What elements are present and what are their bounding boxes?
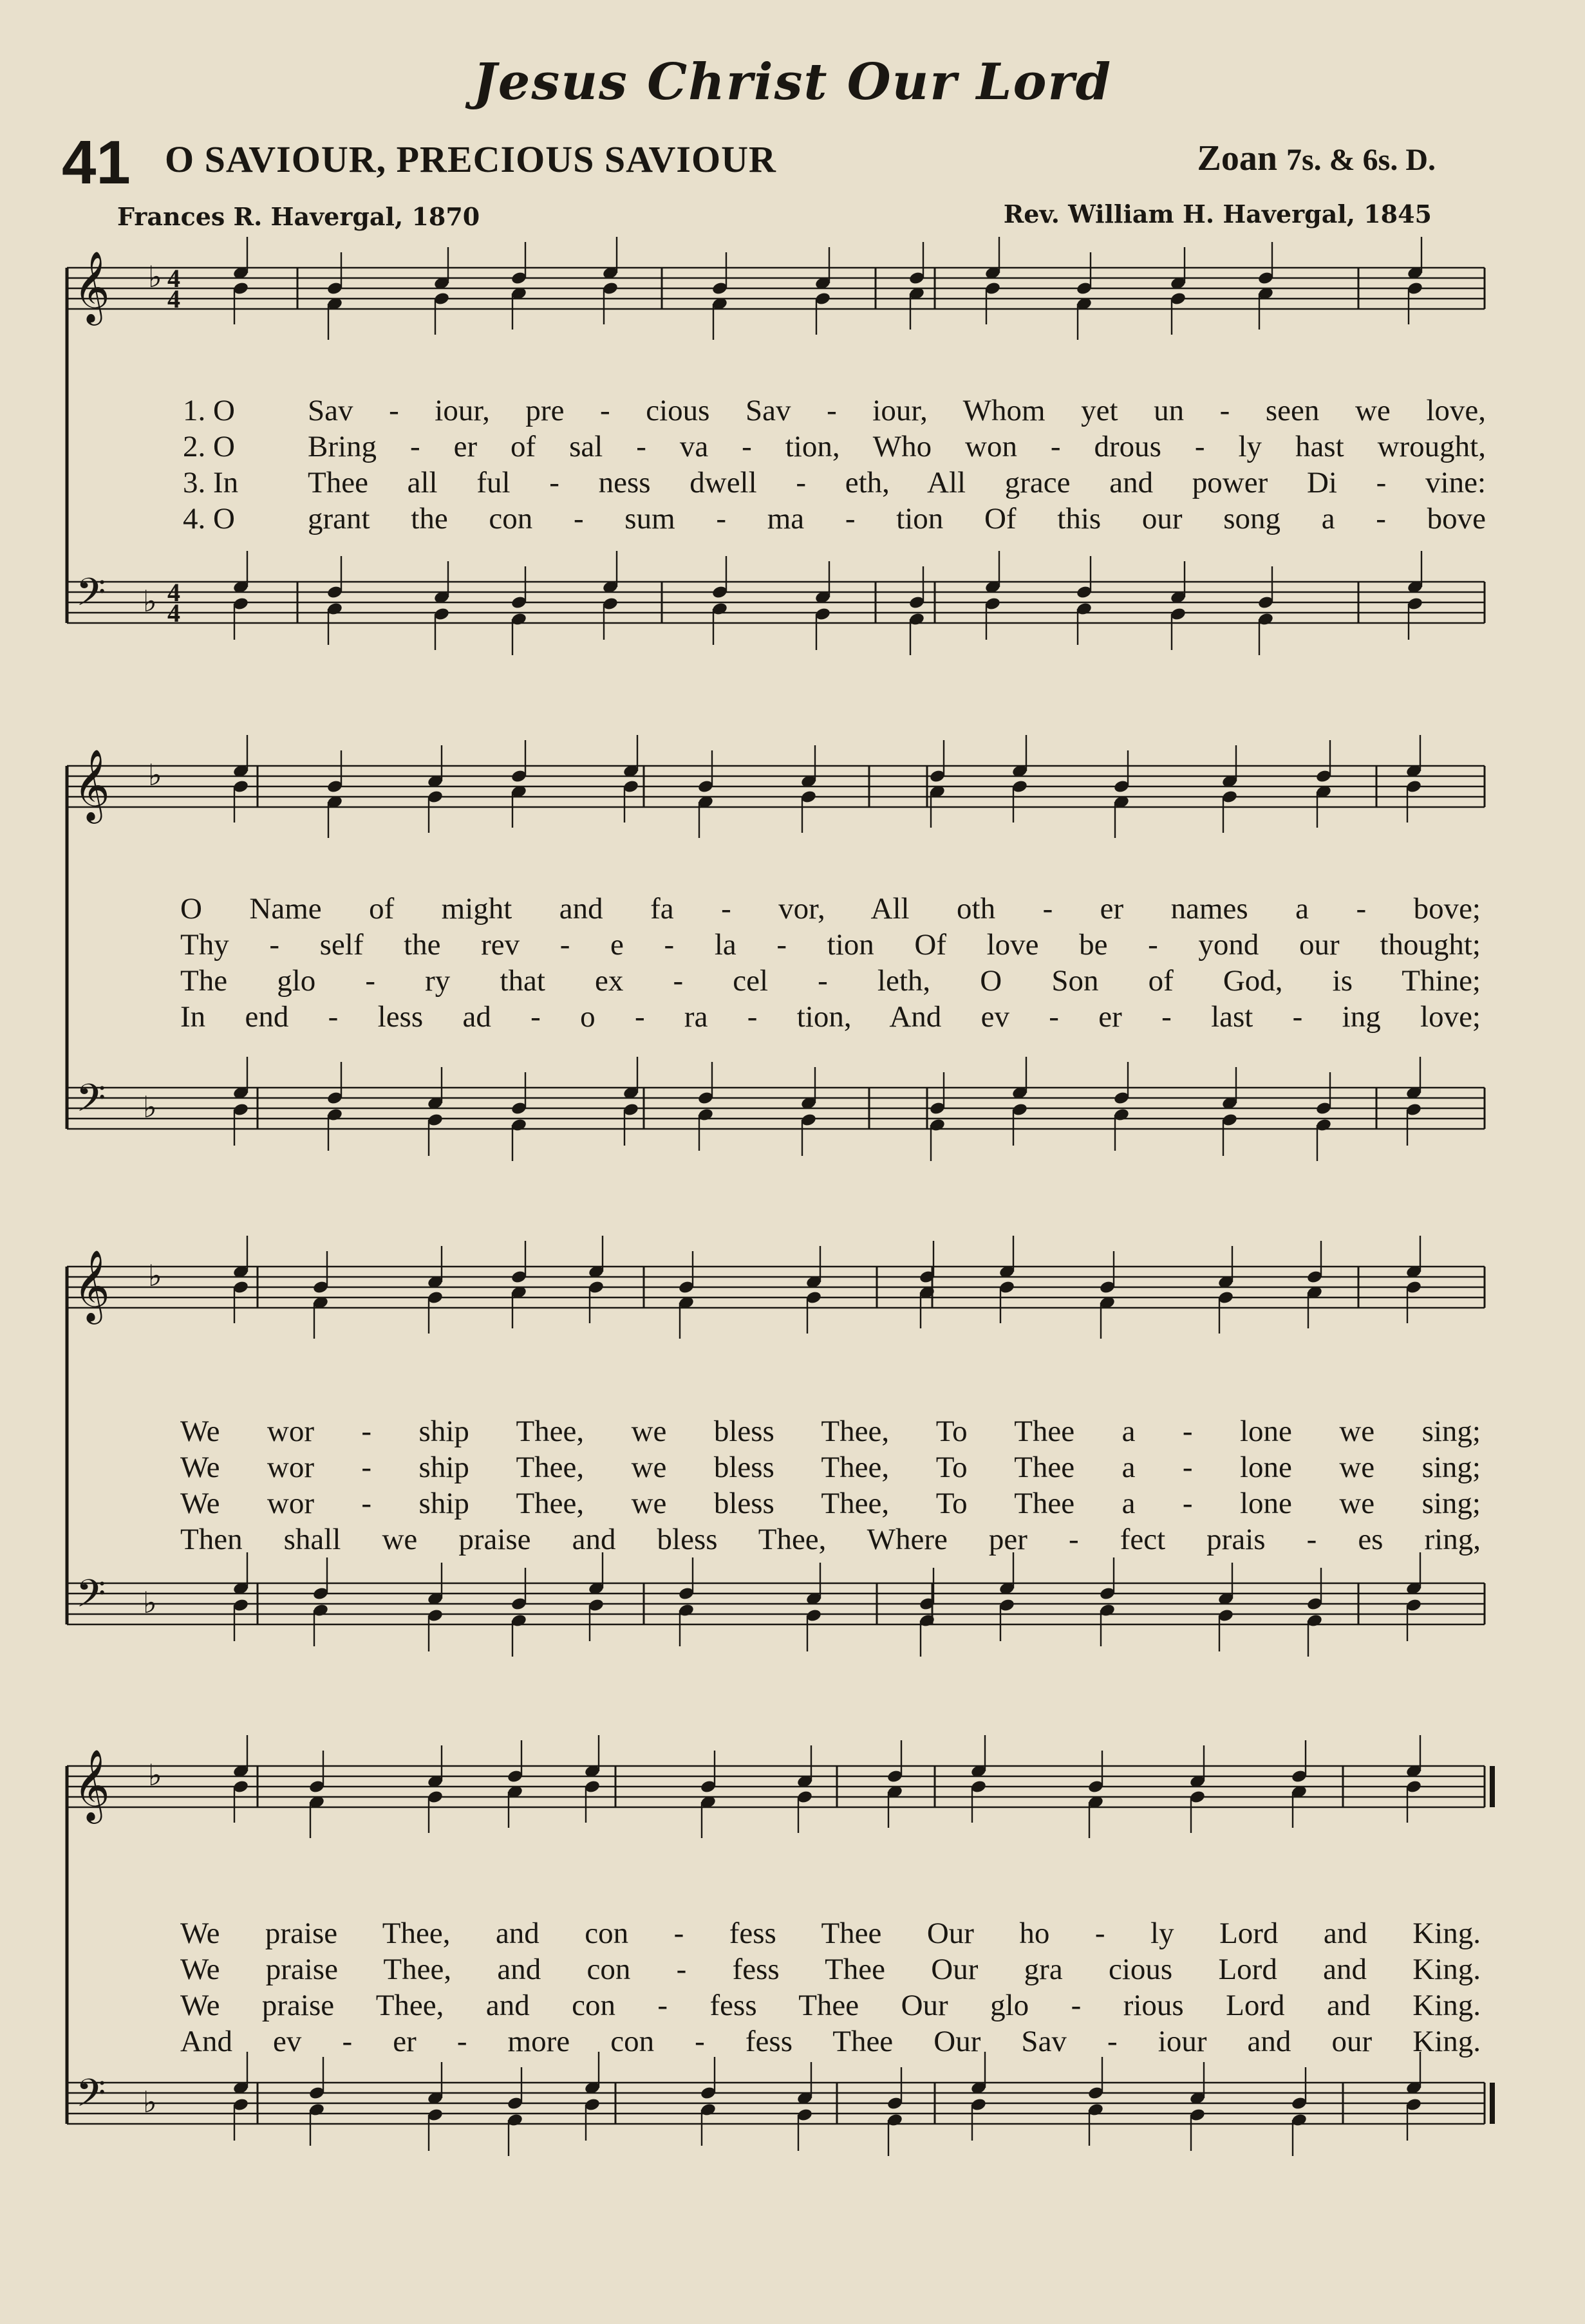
lyric-text: In end - less ad - o - ra - tion, And ev - er - last - ing love; [180,1000,1481,1034]
lyric-line [0,1485,1585,1521]
lyric-text: We wor - ship Thee, we bless Thee, To Thee a - lone we sing; [180,1415,1481,1448]
lyric-text: We praise Thee, and con - fess Thee Our ho - ly Lord and King. [180,1917,1481,1950]
flat-icon: ♭ [143,1585,157,1620]
music-composer: Rev. William H. Havergal, 1845 [1003,200,1432,228]
flat-icon: ♭ [143,1090,157,1124]
lyric-line [0,1449,1585,1485]
time-signature: 4 [167,284,180,313]
flat-icon: ♭ [143,2085,157,2119]
verse-start: 4. O [183,502,235,535]
lyric-text: Sav - iour, pre - cious Sav - iour, Whom yet un - seen we love, [308,394,1486,427]
lyric-line [0,1413,1585,1449]
lyric-line [0,999,1585,1035]
lyric-line [0,2023,1585,2059]
lyric-line [0,927,1585,963]
time-signature: 4 [167,264,180,293]
lyric-text: Thee all ful - ness dwell - eth, All grace and power Di - vine: [308,466,1486,499]
lyric-line [0,501,1585,537]
hymn-title: O SAVIOUR, PRECIOUS SAVIOUR [165,138,776,180]
flat-icon: ♭ [143,584,157,618]
lyric-line [0,1521,1585,1557]
time-signature: 4 [167,578,180,607]
flat-icon: ♭ [148,1258,162,1293]
lyric-text: Bring - er of sal - va - tion, Who won - drous - ly hast wrought, [308,430,1486,463]
hymn-number: 41 [62,128,131,197]
bass-clef-icon: 𝄢 [76,2070,106,2124]
tune-name: Zoan [1197,138,1277,178]
lyric-line [0,1915,1585,1951]
lyric-text: We praise Thee, and con - fess Thee Our gra cious Lord and King. [180,1953,1481,1986]
treble-clef-icon: 𝄞 [73,1249,110,1321]
flat-icon: ♭ [148,758,162,792]
lyric-line [0,1987,1585,2023]
verse-start: 2. O [183,430,235,463]
flat-icon: ♭ [148,259,162,294]
lyric-text: We wor - ship Thee, we bless Thee, To Thee a - lone we sing; [180,1451,1481,1484]
text-author: Frances R. Havergal, 1870 [117,202,480,231]
lyric-line [0,429,1585,465]
verse-start: 1. O [183,394,235,427]
lyric-text: O Name of might and fa - vor, All oth - er names a - bove; [180,892,1481,925]
lyric-line [0,963,1585,999]
lyric-line [0,465,1585,501]
lyric-text: grant the con - sum - ma - tion Of this our song a - bove [308,502,1486,535]
treble-clef-icon: 𝄞 [73,1749,110,1821]
lyric-text: The glo - ry that ex - cel - leth, O Son of God, is Thine; [180,964,1481,998]
verse-start: 3. In [183,466,239,499]
lyric-text: And ev - er - more con - fess Thee Our Sav - iour and our King. [180,2025,1481,2058]
time-signature: 4 [167,599,180,627]
lyric-line [0,393,1585,429]
treble-clef-icon: 𝄞 [73,250,110,322]
section-heading: Jesus Christ Our Lord [473,53,1112,111]
lyric-line [0,891,1585,927]
bass-clef-icon: 𝄢 [76,1571,106,1625]
lyric-text: Then shall we praise and bless Thee, Where per - fect prais - es ring, [180,1523,1481,1556]
lyric-text: Thy - self the rev - e - la - tion Of love be - yond our thought; [180,928,1481,962]
lyric-text: We praise Thee, and con - fess Thee Our glo - rious Lord and King. [180,1989,1481,2022]
treble-clef-icon: 𝄞 [73,748,110,821]
flat-icon: ♭ [148,1758,162,1792]
bass-clef-icon: 𝄢 [76,570,106,624]
lyric-text: We wor - ship Thee, we bless Thee, To Thee a - lone we sing; [180,1487,1481,1520]
tune-meter: 7s. & 6s. D. [1286,143,1436,177]
lyric-line [0,1951,1585,1987]
bass-clef-icon: 𝄢 [76,1075,106,1129]
